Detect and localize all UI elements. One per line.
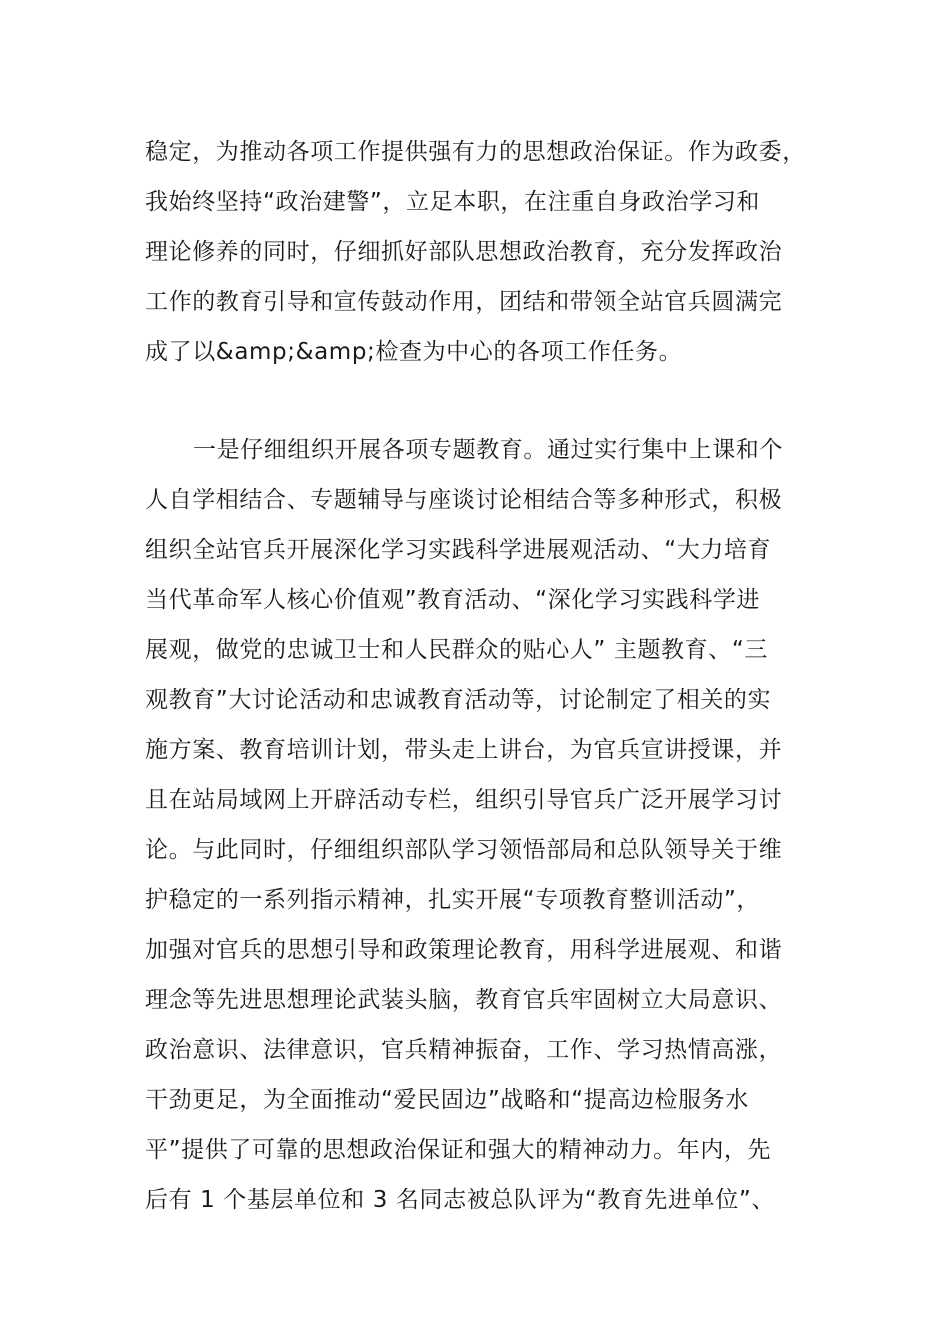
text-line: 平”提供了可靠的思想政治保证和强大的精神动力。年内，先 — [145, 1137, 772, 1163]
text-line: 加强对官兵的思想引导和政策理论教育，用科学进展观、和谐 — [145, 937, 783, 963]
text-line: 后有 1 个基层单位和 3 名同志被总队评为“教育先进单位”、 — [145, 1187, 775, 1213]
text-line: 成了以&amp;&amp;检查为中心的各项工作任务。 — [145, 339, 683, 365]
text-line: 且在站局域网上开辟活动专栏，组织引导官兵广泛开展学习讨 — [145, 787, 783, 813]
text-line: 组织全站官兵开展深化学习实践科学进展观活动、“大力培育 — [145, 537, 772, 563]
text-line: 人自学相结合、专题辅导与座谈讨论相结合等多种形式，积极 — [145, 487, 783, 513]
text-line: 论。与此同时，仔细组织部队学习领悟部局和总队领导关于维 — [145, 837, 783, 863]
text-line: 一是仔细组织开展各项专题教育。通过实行集中上课和个 — [193, 437, 783, 463]
text-line: 干劲更足，为全面推动“爱民固边”战略和“提高边检服务水 — [145, 1087, 749, 1113]
text-line: 理念等先进思想理论武装头脑，教育官兵牢固树立大局意识、 — [145, 987, 783, 1013]
text-line: 政治意识、法律意识，官兵精神振奋，工作、学习热情高涨， — [145, 1037, 783, 1063]
text-line: 稳定，为推动各项工作提供强有力的思想政治保证。作为政委， — [145, 139, 806, 165]
text-line: 观教育”大讨论活动和忠诚教育活动等，讨论制定了相关的实 — [145, 687, 772, 713]
text-line: 理论修养的同时，仔细抓好部队思想政治教育，充分发挥政治 — [145, 239, 783, 265]
text-line: 工作的教育引导和宣传鼓动作用，团结和带领全站官兵圆满完 — [145, 289, 783, 315]
text-line: 当代革命军人核心价值观”教育活动、“深化学习实践科学进 — [145, 587, 761, 613]
text-line: 展观，做党的忠诚卫士和人民群众的贴心人” 主题教育、“三 — [145, 637, 768, 663]
text-line: 护稳定的一系列指示精神，扎实开展“专项教育整训活动”， — [145, 887, 761, 913]
text-line: 我始终坚持“政治建警”，立足本职，在注重自身政治学习和 — [145, 189, 761, 215]
text-line: 施方案、教育培训计划，带头走上讲台，为官兵宣讲授课，并 — [145, 737, 783, 763]
